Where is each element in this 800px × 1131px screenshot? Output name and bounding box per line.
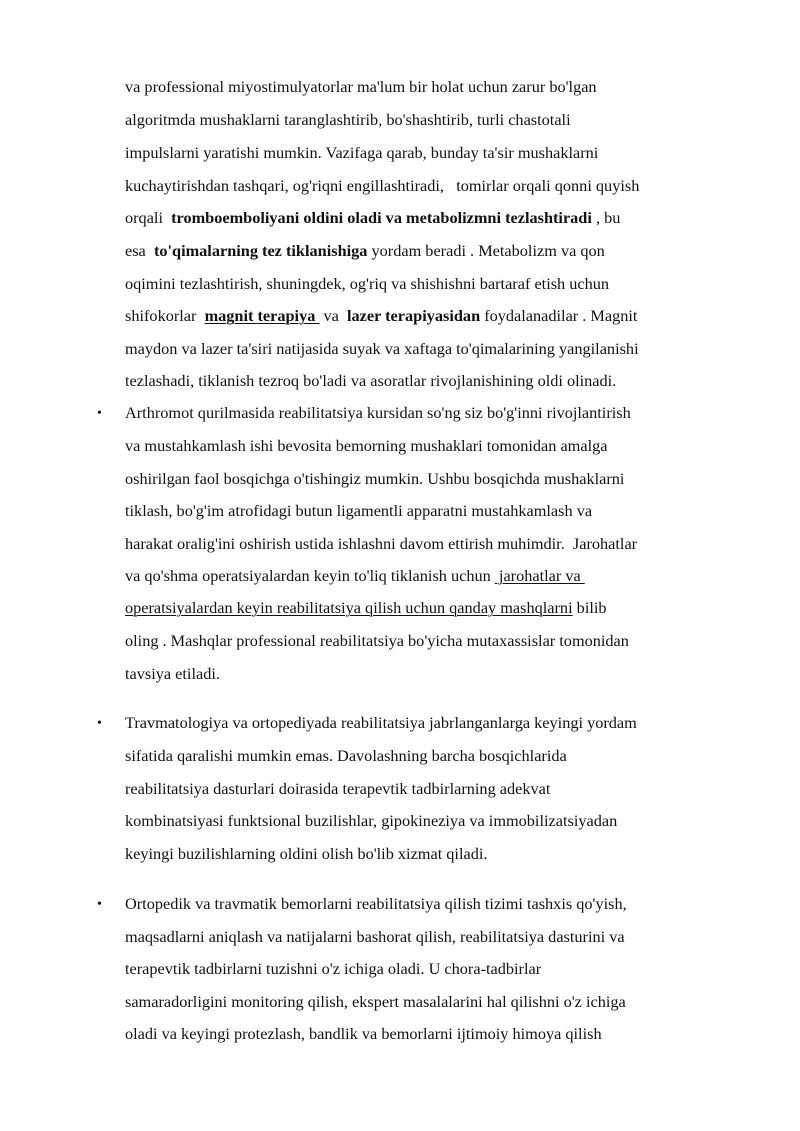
bold-phrase: lazer terapiyasidan bbox=[347, 306, 481, 325]
magnit-terapiya-link[interactable]: magnit terapiya bbox=[204, 306, 320, 325]
text-run: orqali bbox=[125, 208, 172, 227]
text-line: algoritmda mushaklarni taranglashtirib, bo'shashtirib, turli chastotali bbox=[125, 110, 571, 129]
text-line: kuchaytirishdan tashqari, og'riqni engillashtiradi, tomirlar orqali qonni quyish bbox=[125, 176, 640, 195]
bold-phrase: tromboemboliyani oldini oladi va metabolizmni tezlashtiradi bbox=[171, 208, 592, 227]
text-run: yordam beradi . Metabolizm va qon bbox=[367, 241, 605, 260]
text-line: maydon va lazer ta'siri natijasida suyak va xaftaga to'qimalarining yangilanishi bbox=[125, 339, 639, 358]
text-line: samaradorligini monitoring qilish, ekspert masalalarini hal qilishni o'z ichiga bbox=[125, 992, 626, 1011]
text-line: oling . Mashqlar professional reabilitatsiya bo'yicha mutaxassislar tomonidan bbox=[125, 631, 629, 650]
text-run: bilib bbox=[572, 598, 607, 617]
text-line: va mustahkamlash ishi bevosita bemorning mushaklari tomonidan amalga bbox=[125, 436, 608, 455]
text-run: foydalanadilar . Magnit bbox=[480, 306, 638, 325]
text-line bbox=[125, 566, 585, 586]
text-line: Arthromot qurilmasida reabilitatsiya kursidan so'ng siz bo'g'inni rivojlantirish bbox=[125, 403, 631, 422]
text-run: , bu bbox=[591, 208, 621, 227]
text-line: tavsiya etiladi. bbox=[125, 664, 220, 683]
text-line: va professional miyostimulyatorlar ma'lum bir holat uchun zarur bo'lgan bbox=[125, 77, 597, 96]
text-line: oladi va keyingi protezlash, bandlik va bemorlarni ijtimoiy himoya qilish bbox=[125, 1024, 602, 1043]
text-line: keyingi buzilishlarning oldini olish bo'lib xizmat qiladi. bbox=[125, 844, 488, 863]
text-line bbox=[125, 306, 637, 326]
bullet-marker: • bbox=[97, 897, 102, 912]
text-run: esa bbox=[125, 241, 154, 260]
text-line: maqsadlarni aniqlash va natijalarni bashorat qilish, reabilitatsiya dasturini va bbox=[125, 927, 625, 946]
bullet-marker: • bbox=[97, 716, 102, 731]
text-line: tiklash, bo'g'im atrofidagi butun ligamentli apparatni mustahkamlash va bbox=[125, 501, 593, 520]
text-line bbox=[125, 598, 607, 618]
text-line: harakat oralig'ini oshirish ustida ishlashni davom ettirish muhimdir. Jarohatlar bbox=[125, 534, 638, 553]
text-line: Ortopedik va travmatik bemorlarni reabilitatsiya qilish tizimi tashxis qo'yish, bbox=[125, 894, 627, 913]
exercises-link-part2[interactable]: operatsiyalardan keyin reabilitatsiya qilish uchun qanday mashqlarni bbox=[125, 598, 573, 617]
text-line: Travmatologiya va ortopediyada reabilitatsiya jabrlanganlarga keyingi yordam bbox=[125, 713, 637, 732]
text-line: tezlashadi, tiklanish tezroq bo'ladi va asoratlar rivojlanishining oldi olinadi. bbox=[125, 371, 617, 390]
text-run: shifokorlar bbox=[125, 306, 205, 325]
text-line: reabilitatsiya dasturlari doirasida terapevtik tadbirlarning adekvat bbox=[125, 779, 551, 798]
text-run: va bbox=[319, 306, 348, 325]
text-line: terapevtik tadbirlarni tuzishni o'z ichiga oladi. U chora-tadbirlar bbox=[125, 959, 542, 978]
text-line bbox=[125, 208, 620, 228]
text-run: va qo'shma operatsiyalardan keyin to'liq tiklanish uchun bbox=[125, 566, 495, 585]
bold-phrase: to'qimalarning tez tiklanishiga bbox=[153, 241, 368, 260]
exercises-link-part1[interactable]: jarohatlar va bbox=[494, 566, 585, 585]
text-line: sifatida qaralishi mumkin emas. Davolashning barcha bosqichlarida bbox=[125, 746, 567, 765]
text-line: oqimini tezlashtirish, shuningdek, og'riq va shishishni bartaraf etish uchun bbox=[125, 274, 610, 293]
bullet-marker: • bbox=[97, 406, 102, 421]
text-line bbox=[125, 241, 605, 261]
text-line: impulslarni yaratishi mumkin. Vazifaga qarab, bunday ta'sir mushaklarni bbox=[125, 143, 599, 162]
text-line: kombinatsiyasi funktsional buzilishlar, gipokineziya va immobilizatsiyadan bbox=[125, 811, 618, 830]
text-line: oshirilgan faol bosqichga o'tishingiz mumkin. Ushbu bosqichda mushaklarni bbox=[125, 469, 625, 488]
